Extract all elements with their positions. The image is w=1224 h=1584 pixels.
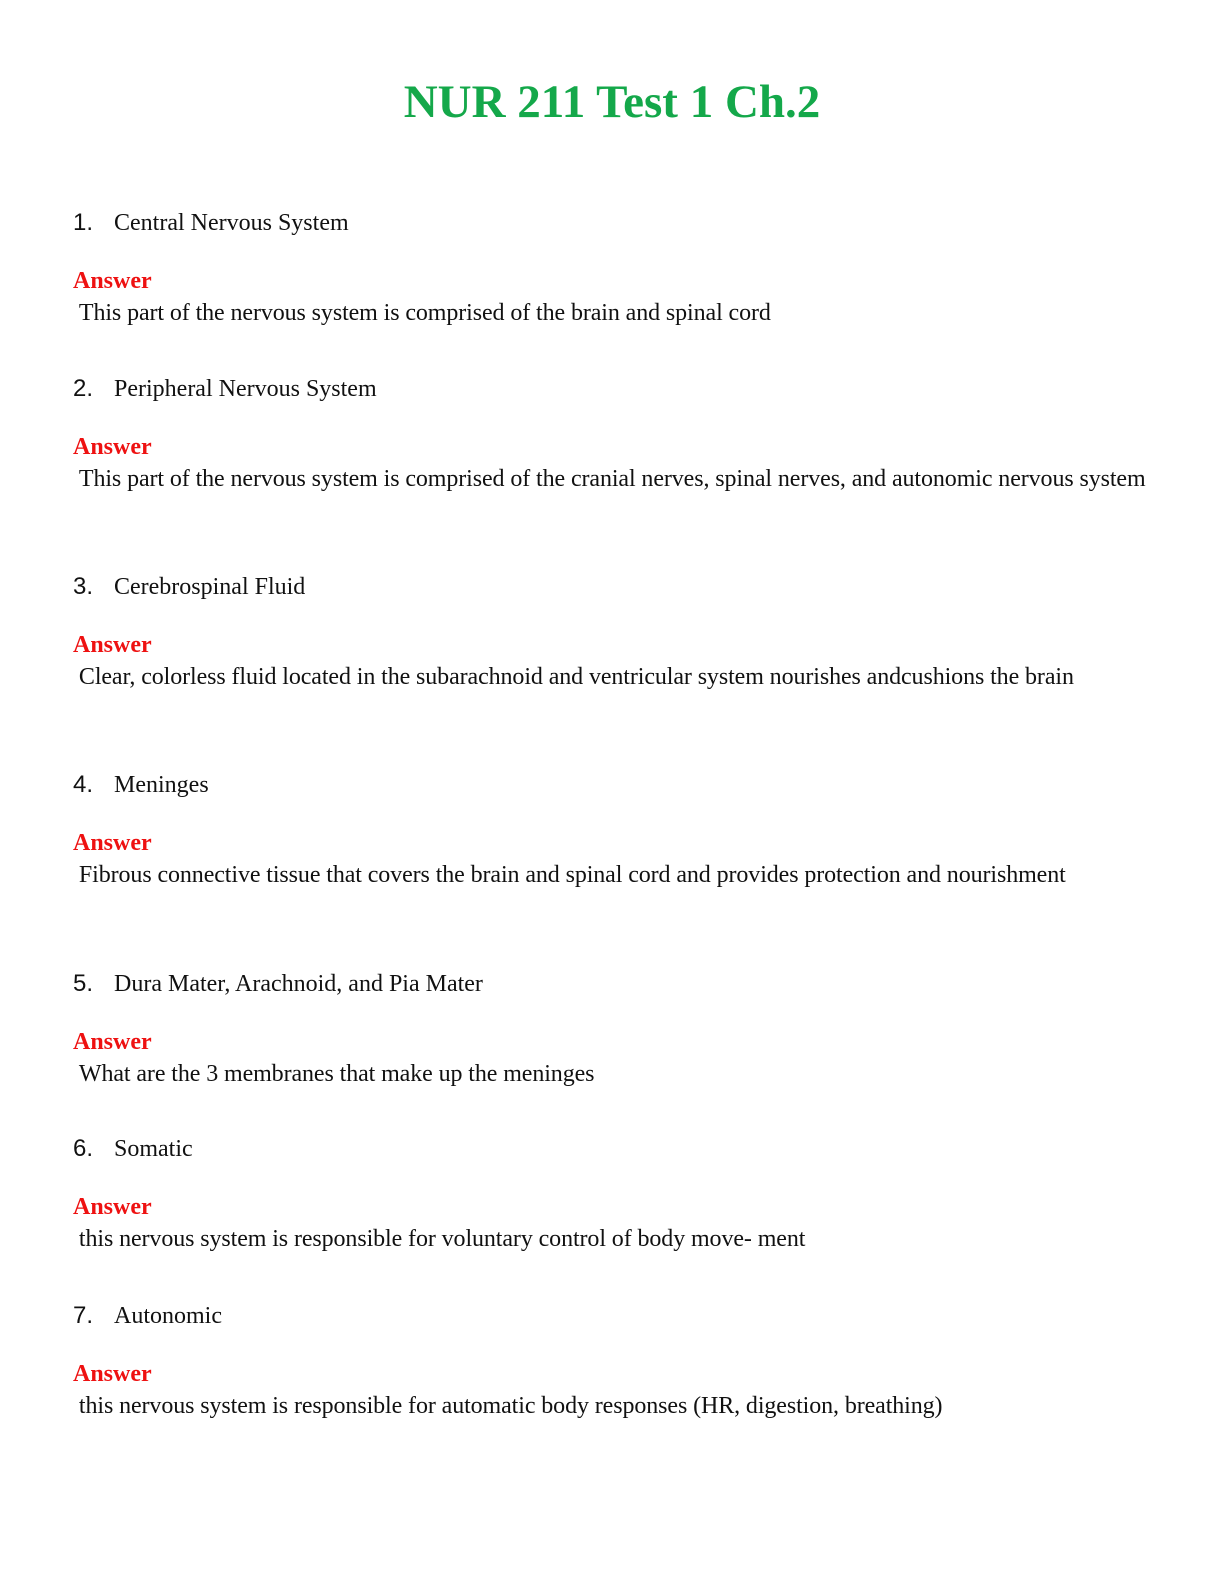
page-title: NUR 211 Test 1 Ch.2: [403, 76, 821, 128]
answer-label: Answer: [73, 1361, 152, 1387]
qa-item-5: [73, 964, 1148, 1090]
question-line: [73, 567, 1148, 607]
question-term: Dura Mater, Arachnoid, and Pia Mater: [114, 971, 483, 997]
qa-item-1: [73, 203, 1148, 329]
answer-label: Answer: [73, 268, 152, 294]
qa-item-2: [73, 369, 1148, 495]
answer-label: Answer: [73, 1194, 152, 1220]
question-number: 3.: [73, 573, 94, 600]
question-term: Central Nervous System: [114, 210, 349, 236]
question-number: 6.: [73, 1135, 94, 1162]
question-term: Cerebrospinal Fluid: [114, 574, 306, 600]
question-term: Somatic: [114, 1136, 193, 1162]
question-number: 4.: [73, 771, 94, 798]
question-term: Autonomic: [114, 1303, 222, 1329]
answer-text: this nervous system is responsible for voluntary control of body move- ment: [73, 1226, 806, 1252]
question-line: [73, 964, 1148, 1004]
qa-item-7: [73, 1296, 1148, 1422]
question-line: [73, 1129, 1148, 1169]
answer-label: Answer: [73, 830, 152, 856]
qa-item-3: [73, 567, 1148, 693]
answer-text: What are the 3 membranes that make up the meninges: [73, 1061, 595, 1087]
answer-label: Answer: [73, 1029, 152, 1055]
question-line: [73, 203, 1148, 243]
question-number: 7.: [73, 1302, 94, 1329]
question-term: Meninges: [114, 772, 209, 798]
answer-label: Answer: [73, 632, 152, 658]
question-number: 1.: [73, 209, 94, 236]
question-line: [73, 369, 1148, 409]
question-line: [73, 765, 1148, 805]
question-number: 5.: [73, 970, 94, 997]
answer-label: Answer: [73, 434, 152, 460]
answer-text: This part of the nervous system is comprised of the brain and spinal cord: [73, 300, 771, 326]
question-term: Peripheral Nervous System: [114, 376, 377, 402]
question-line: [73, 1296, 1148, 1336]
qa-item-6: [73, 1129, 1148, 1255]
answer-text: Clear, colorless fluid located in the subarachnoid and ventricular system nourishes andcushions the brain: [73, 664, 1074, 690]
answer-text: Fibrous connective tissue that covers the brain and spinal cord and provides protection and nourishment: [73, 862, 1066, 888]
answer-text: This part of the nervous system is comprised of the cranial nerves, spinal nerves, and autonomic nervous system: [73, 466, 1146, 492]
question-number: 2.: [73, 375, 94, 402]
answer-text: this nervous system is responsible for automatic body responses (HR, digestion, breathing): [73, 1393, 943, 1419]
qa-item-4: [73, 765, 1148, 891]
